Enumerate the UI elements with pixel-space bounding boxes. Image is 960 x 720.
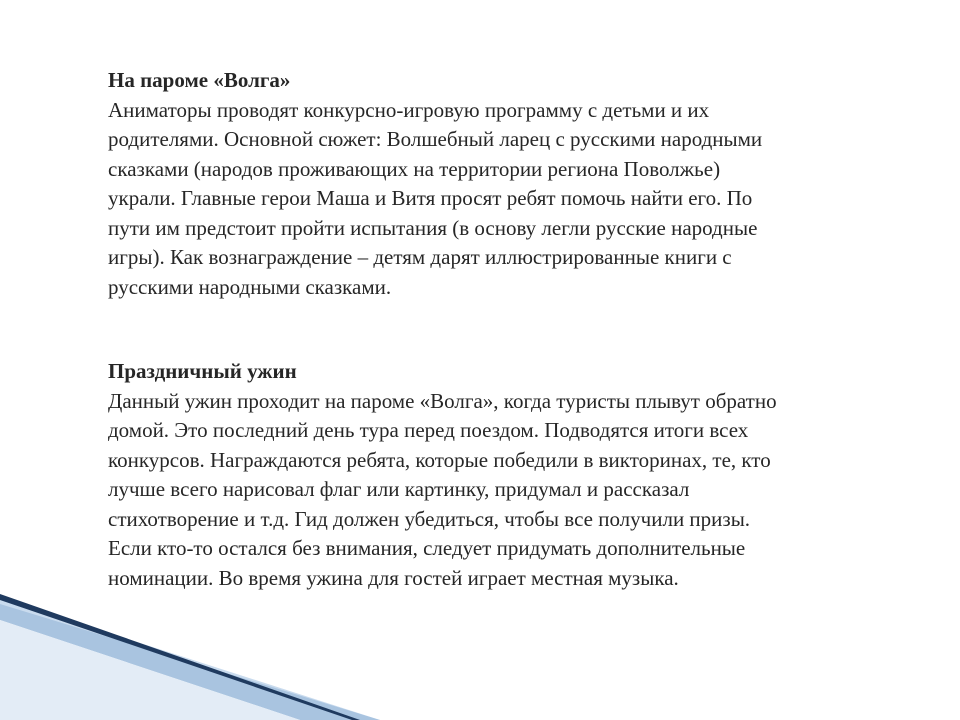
body-line: домой. Это последний день тура перед поездом. Подводятся итоги всех	[108, 418, 749, 442]
body-line: Аниматоры проводят конкурсно-игровую программу с детьми и их	[108, 97, 710, 122]
decorative-wave-stripes	[0, 590, 380, 720]
body-line: сказками (народов проживающих на территории региона Поволжье)	[108, 156, 721, 181]
body-line: номинации. Во время ужина для гостей играет местная музыка.	[108, 565, 679, 590]
body-line: русскими народными сказками.	[108, 274, 392, 299]
body-line: Данный ужин проходит на пароме «Волга», когда туристы плывут обратно	[108, 388, 777, 413]
body-line: лучше всего нарисовал флаг или картинку, придумал и рассказал	[108, 477, 690, 501]
body-line: родителями. Основной сюжет: Волшебный ларец с русскими народными	[108, 127, 763, 151]
body-line: Если кто-то остался без внимания, следует придумать дополнительные	[108, 536, 746, 560]
section-ferry-volga	[108, 66, 888, 302]
body-line: стихотворение и т.д. Гид должен убедиться, чтобы все получили призы.	[108, 506, 751, 531]
body-line: конкурсов. Награждаются ребята, которые победили в викторинах, те, кто	[108, 447, 771, 472]
section-festive-dinner	[108, 357, 888, 593]
body-line: пути им предстоит пройти испытания (в основу легли русские народные	[108, 215, 758, 240]
section-body	[108, 387, 888, 594]
slide-content	[108, 66, 888, 593]
body-line: игры). Как вознаграждение – детям дарят иллюстрированные книги с	[108, 245, 732, 269]
section-title: Праздничный ужин	[108, 359, 297, 383]
section-title: На пароме «Волга»	[108, 68, 291, 92]
body-line: украли. Главные герои Маша и Витя просят ребят помочь найти его. По	[108, 186, 753, 210]
section-body	[108, 96, 888, 303]
wave-stripe-fill	[0, 620, 300, 720]
